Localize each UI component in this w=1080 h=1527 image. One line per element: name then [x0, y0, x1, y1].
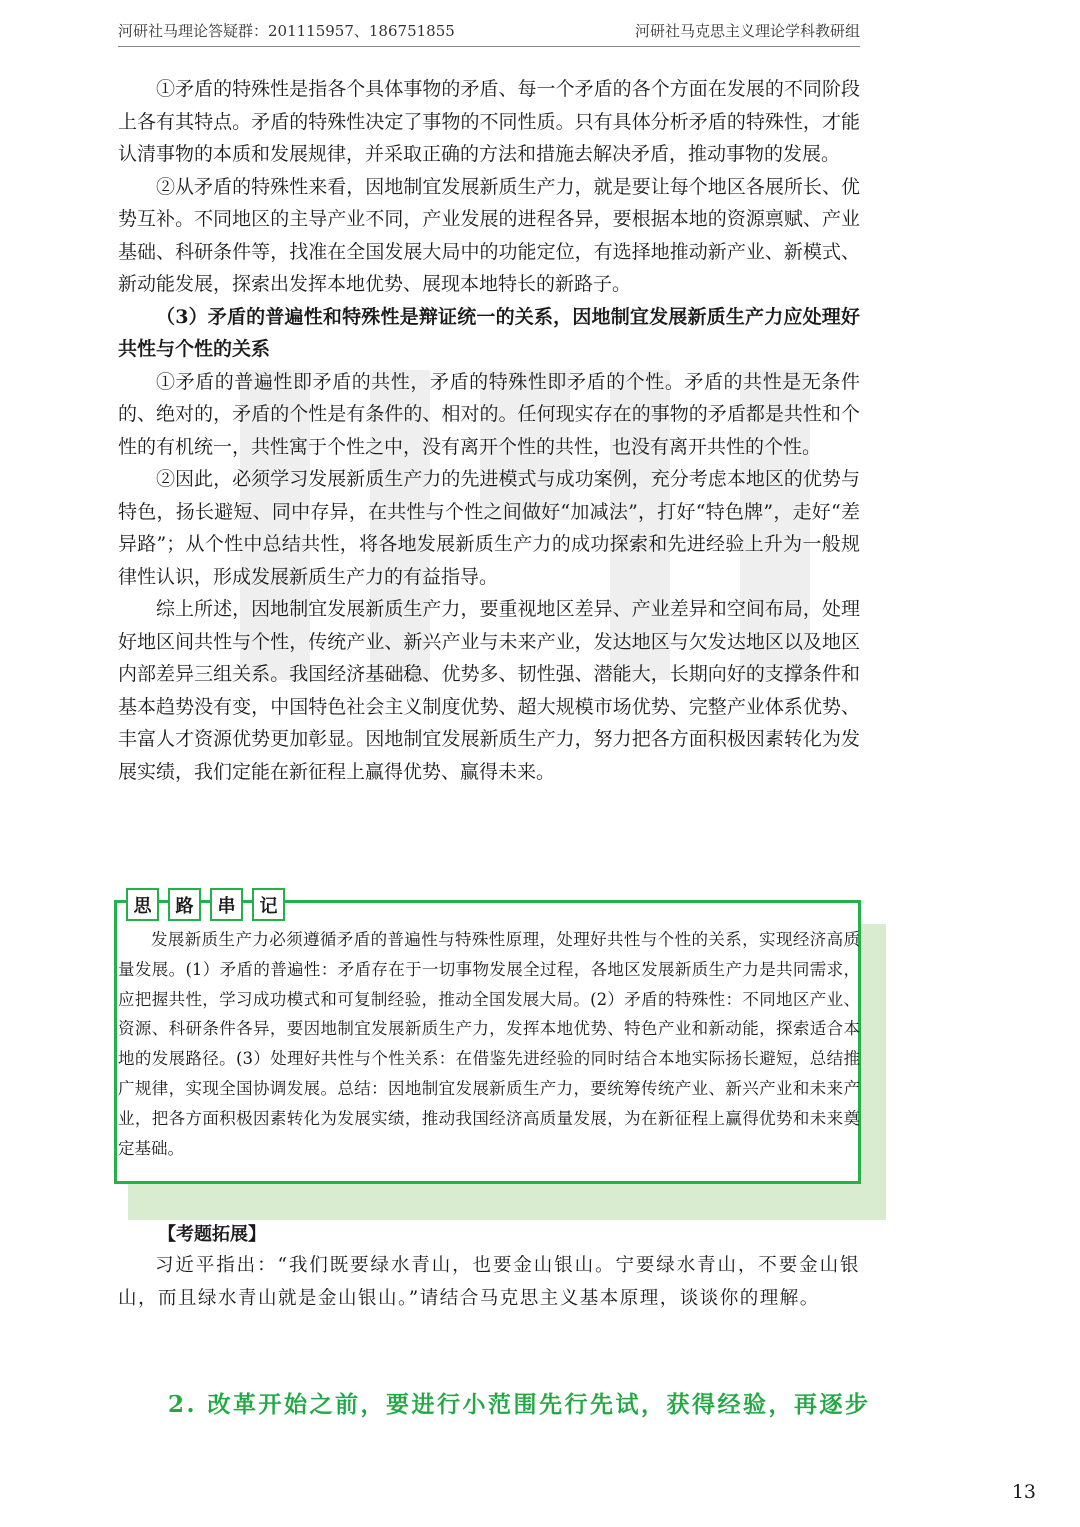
- summary-tags: [126, 888, 285, 921]
- summary-tag: 路: [168, 888, 201, 921]
- extension-title: 【考题拓展】: [158, 1224, 266, 1245]
- paragraph-local-conditions: ②从矛盾的特殊性来看，因地制宜发展新质生产力，就是要让每个地区各展所长、优势互补。不同地区的主导产业不同，产业发展的进程各异，要根据本地的资源禀赋、产业基础、科研条件等，找准在全国发展大局中的功能定位，有选择地推动新产业、新模式、新动能发展，探索出发挥本地优势、展现本地特长的新路子。: [118, 175, 860, 295]
- summary-tag: 串: [210, 888, 243, 921]
- summary-tag: 思: [126, 888, 159, 921]
- summary-tag: 记: [252, 888, 285, 921]
- main-body: [118, 73, 860, 788]
- page-header: [118, 20, 860, 47]
- summary-paragraph: 发展新质生产力必须遵循矛盾的普遍性与特殊性原理，处理好共性与个性的关系，实现经济高质量发展。(1）矛盾的普遍性：矛盾存在于一切事物发展全过程，各地区发展新质生产力是共同需求，应把握共性，学习成功模式和可复制经验，推动全国发展大局。(2）矛盾的特殊性：不同地区产业、资源、科研条件各异，要因地制宜发展新质生产力，发挥本地优势、特色产业和新动能，探索适合本地的发展路径。(3）处理好共性与个性关系：在借鉴先进经验的同时结合本地实际扬长避短，总结推广规律，实现全国协调发展。总结：因地制宜发展新质生产力，要统筹传统产业、新兴产业和未来产业，把各方面积极因素转化为发展实绩，推动我国经济高质量发展，为在新征程上赢得优势和未来奠定基础。: [118, 930, 860, 1158]
- paragraph-universality: ①矛盾的普遍性即矛盾的共性，矛盾的特殊性即矛盾的个性。矛盾的共性是无条件的、绝对的，矛盾的个性是有条件的、相对的。任何现实存在的事物的矛盾都是共性和个性的有机统一，共性寓于个性之中，没有离开个性的共性，也没有离开共性的个性。: [118, 370, 860, 458]
- summary-text: [118, 925, 860, 1163]
- section-heading: 2. 改革开始之前，要进行小范围先行先试，获得经验，再逐步: [168, 1391, 871, 1418]
- paragraph-conclusion: 综上所述，因地制宜发展新质生产力，要重视地区差异、产业差异和空间布局，处理好地区间共性与个性，传统产业、新兴产业与未来产业，发达地区与欠发达地区以及地区内部差异三组关系。我国经济基础稳、优势多、韧性强、潜能大，长期向好的支撑条件和基本趋势没有变，中国特色社会主义制度优势、超大规模市场优势、完整产业体系优势、丰富人才资源优势更加彰显。因地制宜发展新质生产力，努力把各方面积极因素转化为发展实绩，我们定能在新征程上赢得优势、赢得未来。: [118, 598, 860, 783]
- paragraph-particularity: ①矛盾的特殊性是指各个具体事物的矛盾、每一个矛盾的各个方面在发展的不同阶段上各有其特点。矛盾的特殊性决定了事物的不同性质。只有具体分析矛盾的特殊性，才能认清事物的本质和发展规律，并采取正确的方法和措施去解决矛盾，推动事物的发展。: [118, 78, 860, 165]
- extension-question: [118, 1250, 860, 1315]
- header-left-text: 河研社马理论答疑群：201115957、186751855: [118, 22, 455, 40]
- subheading-dialectical-unity: （3）矛盾的普遍性和特殊性是辩证统一的关系，因地制宜发展新质生产力应处理好共性与个性的关系: [118, 305, 860, 360]
- header-right-text: 河研社马克思主义理论学科教研组: [634, 22, 860, 40]
- page-number: 13: [1011, 1481, 1036, 1503]
- extension-question-text: 习近平指出：“我们既要绿水青山，也要金山银山。宁要绿水青山，不要金山银山，而且绿水青山就是金山银山。”请结合马克思主义基本原理，谈谈你的理解。: [118, 1255, 860, 1309]
- paragraph-therefore: ②因此，必须学习发展新质生产力的先进模式与成功案例，充分考虑本地区的优势与特色，扬长避短、同中存异，在共性与个性之间做好“加减法”，打好“特色牌”，走好“差异路”；从个性中总结共性，将各地发展新质生产力的成功探索和先进经验上升为一般规律性认识，形成发展新质生产力的有益指导。: [118, 468, 860, 588]
